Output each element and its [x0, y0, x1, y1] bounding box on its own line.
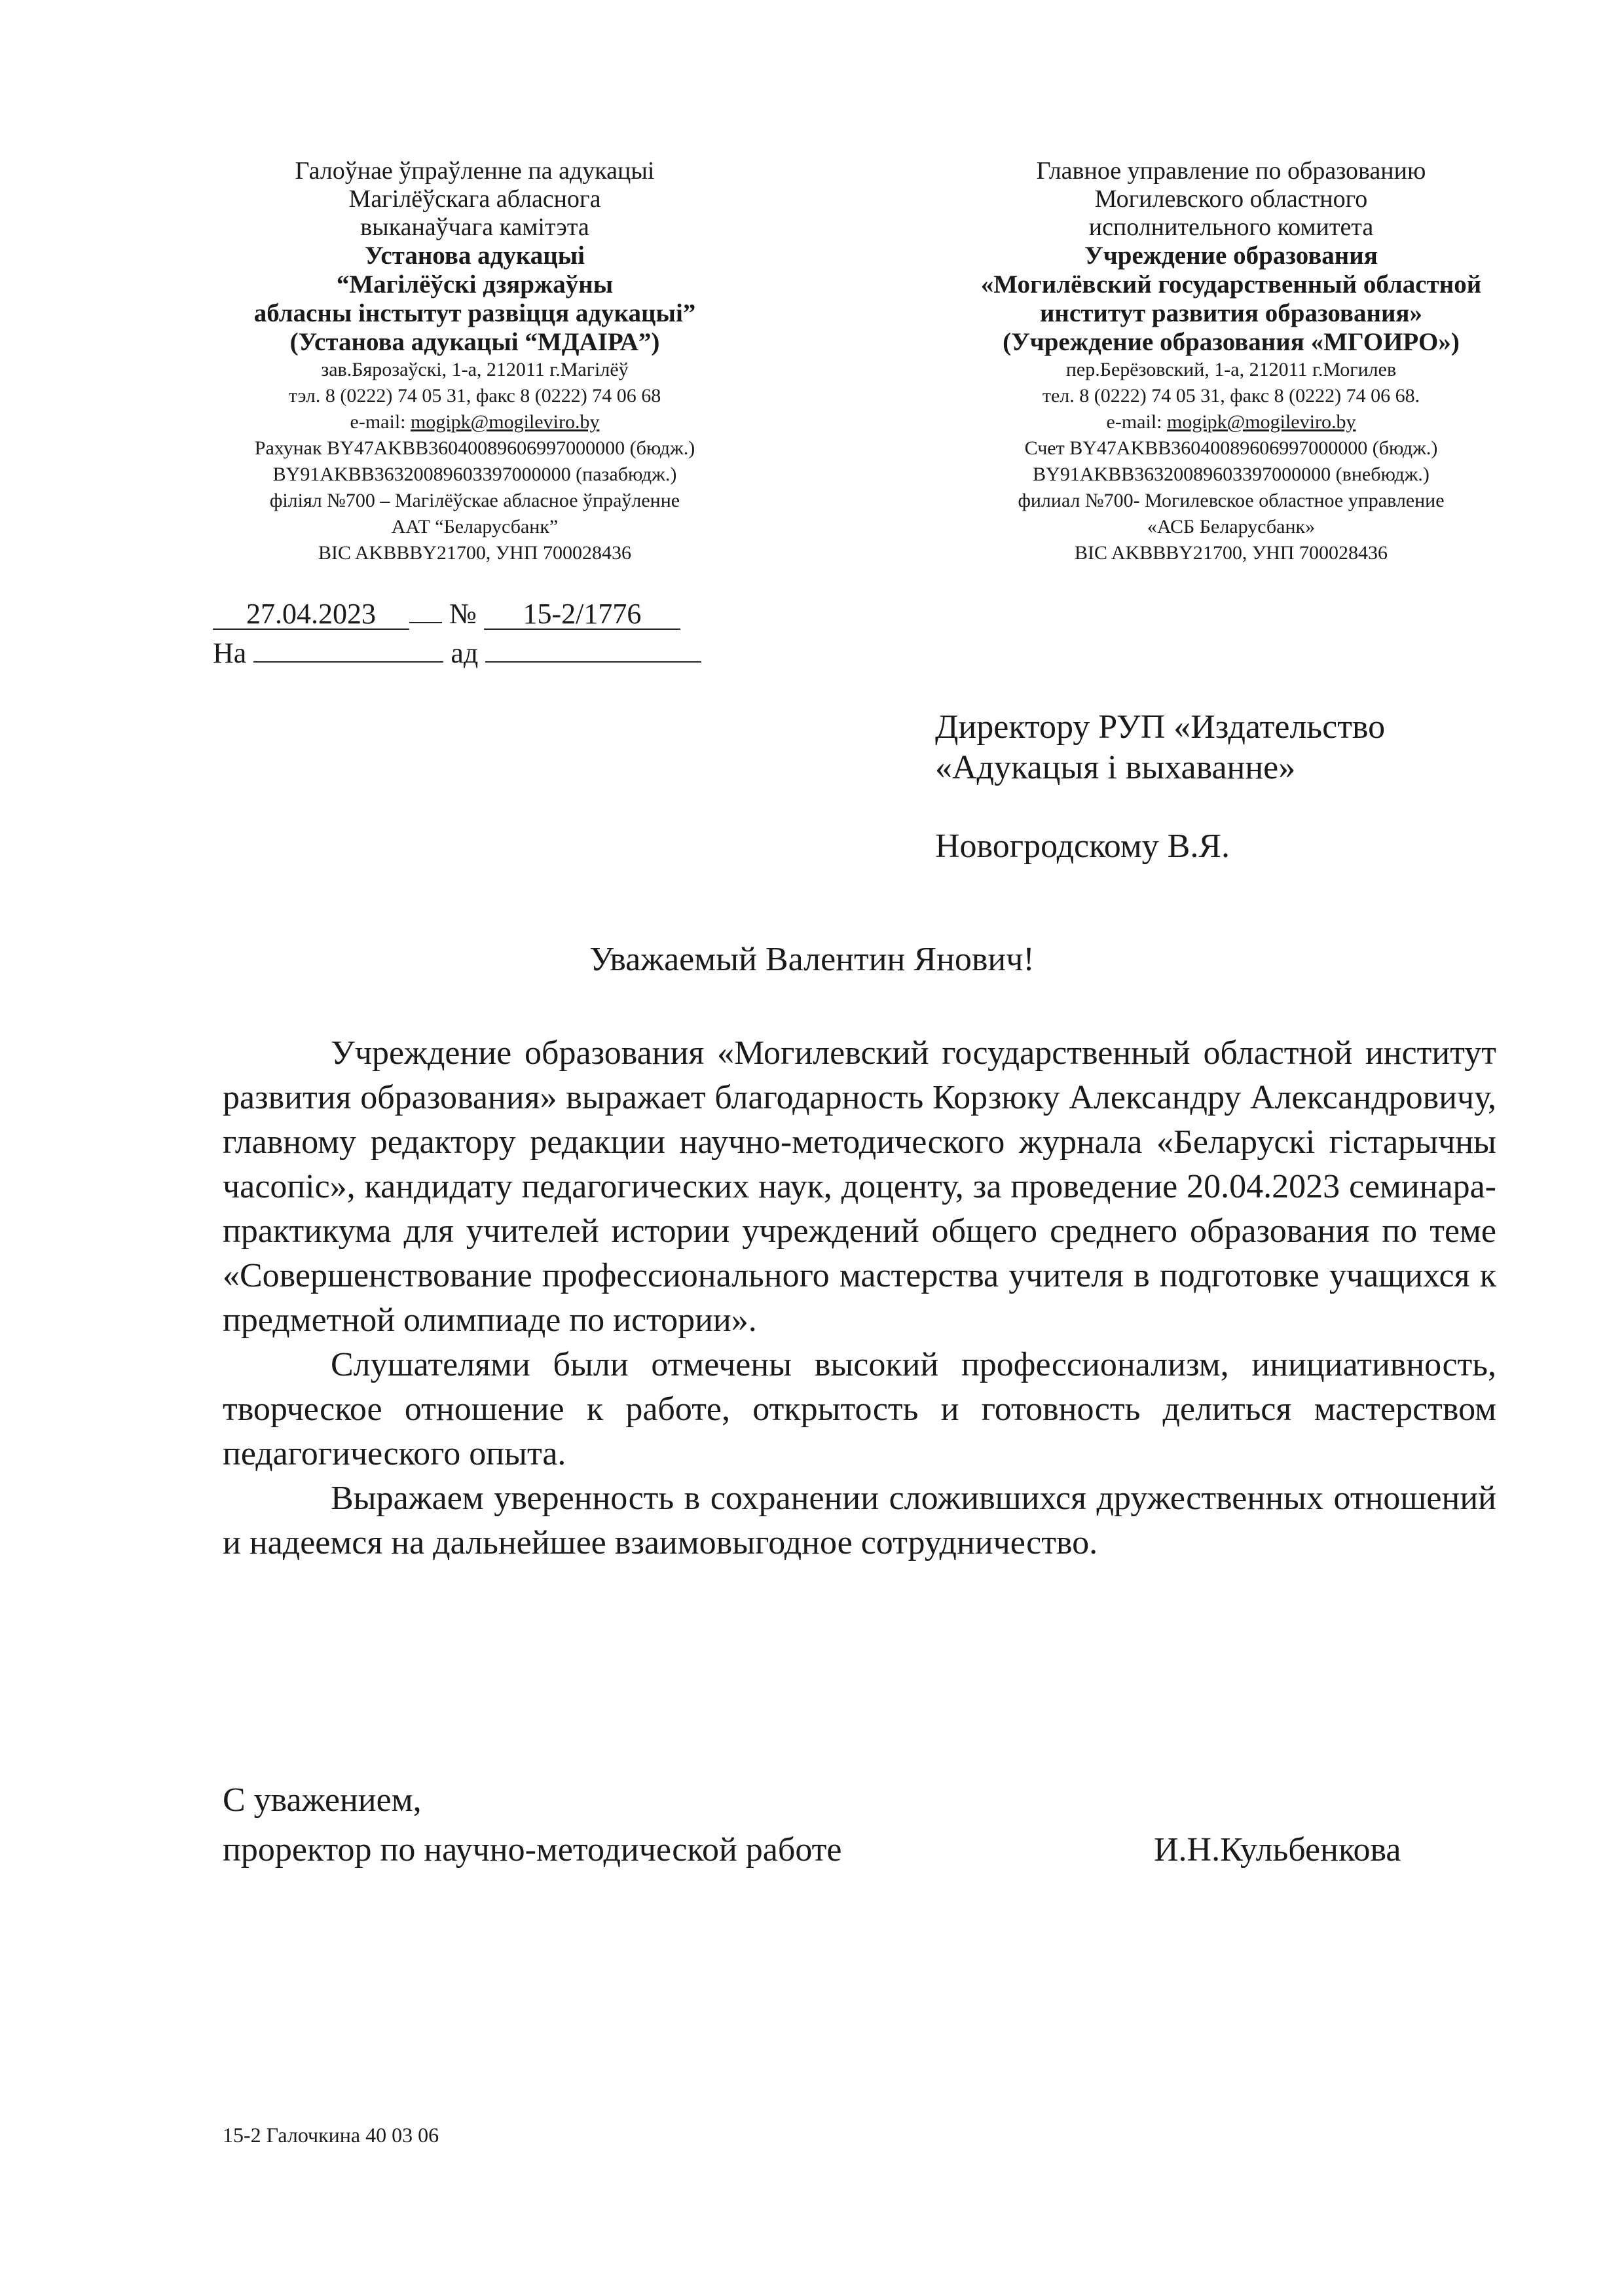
reference-date-blank	[253, 661, 443, 663]
org-bank: ААТ “Беларусбанк”	[391, 516, 559, 538]
email-label: e-mail:	[1106, 411, 1167, 433]
email-label: e-mail:	[350, 411, 411, 433]
underline-gap	[409, 622, 442, 623]
body-paragraph: Слушателями были отмечены высокий профессионализм, инициативность, творческое отношение к работе, открытость и готовность делиться мастерством педагогического опыта.	[223, 1346, 1496, 1472]
outgoing-date: 27.04.2023	[213, 600, 409, 630]
org-email	[203, 409, 747, 435]
org-bic: BIC AKBBBY21700, УНП 700028436	[1075, 542, 1388, 564]
org-line: Магілёўскага абласнога	[348, 185, 601, 213]
org-phone: тел. 8 (0222) 74 05 31, факс 8 (0222) 74 06 68.	[1042, 385, 1420, 407]
org-name-bold: «Могилёвский государственный областной	[980, 270, 1482, 299]
org-address: зав.Бярозаўскі, 1-а, 212011 г.Магілёў	[321, 359, 629, 380]
email-link[interactable]: mogipk@mogileviro.by	[1167, 411, 1356, 433]
addressee-name: Новогродскому В.Я.	[935, 828, 1230, 865]
letterhead-russian	[910, 157, 1552, 566]
org-bank: «АСБ Беларусбанк»	[1147, 516, 1316, 538]
org-account: Рахунак BY47AKBB36040089606997000000 (бюдж.)	[254, 437, 695, 459]
org-line: Могилевского областного	[1094, 185, 1368, 213]
org-bic: BIC AKBBBY21700, УНП 700028436	[318, 542, 631, 564]
org-line: исполнительного комитета	[1088, 213, 1374, 241]
org-name-bold: (Установа адукацыі “МДАІРА”)	[289, 328, 660, 356]
letterhead-belarusian	[203, 157, 747, 566]
on-label: На	[213, 637, 247, 669]
outgoing-number: 15-2/1776	[484, 600, 680, 630]
body-paragraph: Учреждение образования «Могилевский государственный областной институт развития образования» выражает благодарность Корзюку Александру Александровичу, главному редактору редакции научно-методического журнала «Беларускі гістарычны часопіс», кандидату педагогических наук, доценту, за проведение 20.04.2023 семинара-практикума для учителей истории учреждений общего среднего образования по теме «Совершенствование профессионального мастерства учителя в подготовке учащихся к предметной олимпиаде по истории».	[223, 1034, 1496, 1339]
signer-title: проректор по научно-методической работе	[223, 1831, 842, 1868]
addressee-line: «Адукацыя і выхаванне»	[935, 749, 1296, 786]
registration-line	[213, 597, 680, 630]
org-line: Галоўнае ўпраўленне па адукацыі	[295, 157, 655, 185]
signer-name: И.Н.Кульбенкова	[1154, 1831, 1401, 1868]
org-name-bold: “Магілёўскі дзяржаўны	[336, 270, 614, 299]
email-link[interactable]: mogipk@mogileviro.by	[411, 411, 600, 433]
org-bank: филиал №700- Могилевское областное управление	[1018, 490, 1445, 511]
org-phone: тэл. 8 (0222) 74 05 31, факс 8 (0222) 74 06 68	[288, 385, 661, 407]
reference-line	[213, 636, 701, 670]
salutation: Уважаемый Валентин Янович!	[589, 941, 1035, 978]
org-line: Главное управление по образованию	[1036, 157, 1426, 185]
body-paragraph: Выражаем уверенность в сохранении сложившихся дружественных отношений и надеемся на дальнейшее взаимовыгодное сотрудничество.	[223, 1480, 1496, 1561]
org-name-bold: Установа адукацыі	[364, 242, 585, 270]
org-account: BY91AKBB36320089603397000000 (пазабюдж.)	[272, 464, 677, 485]
org-line: выканаўчага камітэта	[360, 213, 589, 241]
org-name-bold: Учреждение образования	[1084, 242, 1378, 270]
org-address: пер.Берёзовский, 1-а, 212011 г.Могилев	[1065, 359, 1397, 380]
from-label: ад	[451, 637, 479, 669]
reference-number-blank	[485, 661, 701, 663]
letter-body	[223, 1031, 1496, 1565]
org-account: Счет BY47AKBB36040089606997000000 (бюдж.)	[1024, 437, 1438, 459]
org-name-bold: абласны інстытут развіцця адукацыі”	[253, 299, 696, 327]
number-sign: №	[449, 598, 477, 630]
org-account: BY91AKBB36320089603397000000 (внебюдж.)	[1033, 464, 1430, 485]
org-email	[910, 409, 1552, 435]
closing: С уважением,	[223, 1781, 422, 1819]
addressee-line: Директору РУП «Издательство	[935, 708, 1386, 746]
executor-footer: 15-2 Галочкина 40 03 06	[223, 2123, 439, 2147]
org-name-bold: (Учреждение образования «МГОИРО»)	[1003, 328, 1460, 356]
org-name-bold: институт развития образования»	[1039, 299, 1423, 327]
org-bank: філіял №700 – Магілёўскае абласное ўпраўленне	[269, 490, 680, 511]
